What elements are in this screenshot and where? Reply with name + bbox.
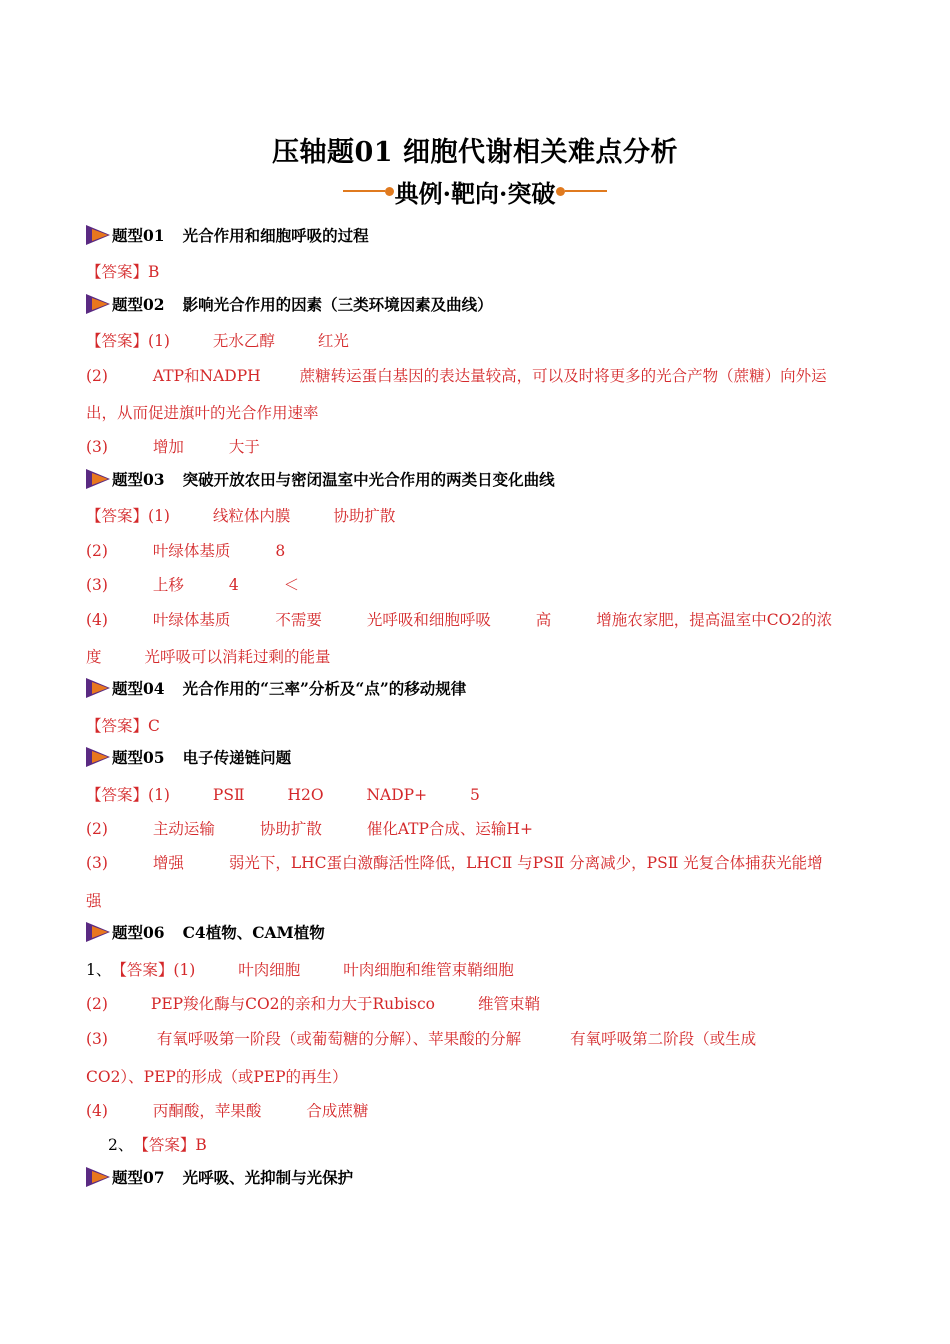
answer-label: 【答案】 <box>86 332 149 350</box>
answer-value: 协助扩散 <box>259 820 322 838</box>
item-number: (1) <box>148 507 170 525</box>
answer-value: 度 <box>86 648 102 666</box>
subtitle: 典例·靶向·突破 <box>394 178 556 208</box>
answer-value: 红光 <box>317 332 349 350</box>
answer-label: 【答案】 <box>133 1136 196 1154</box>
arrow-icon <box>86 747 110 767</box>
answer-value: 高 <box>535 611 552 629</box>
item-number: (2) <box>86 995 108 1013</box>
answer-value: 蔗糖转运蛋白基因的表达量较高，可以及时将更多的光合产物（蔗糖）向外运 <box>299 367 827 385</box>
section-label: 题型07 <box>112 1168 165 1187</box>
item-number: (4) <box>86 611 108 629</box>
answer-value: 不需要 <box>275 611 322 629</box>
section-title: 光合作用和细胞呼吸的过程 <box>182 226 369 245</box>
dot-icon <box>385 187 394 196</box>
answer-value: PSⅡ <box>212 786 245 804</box>
divider <box>565 190 607 192</box>
subtitle-row <box>0 176 950 206</box>
item-number: (3) <box>86 576 108 594</box>
section-heading <box>86 746 291 768</box>
answer-value: B <box>195 1136 207 1154</box>
arrow-icon <box>86 1167 110 1187</box>
answer-value: 增加 <box>152 438 184 456</box>
answer-value: H2O <box>287 786 324 804</box>
answer-line <box>86 330 349 352</box>
item-number: (1) <box>148 332 170 350</box>
answer-line <box>86 505 395 527</box>
answer-value: C <box>148 717 160 735</box>
answer-value: 大于 <box>228 438 260 456</box>
answer-value: 协助扩散 <box>333 507 396 525</box>
section-heading <box>86 293 493 315</box>
section-heading <box>86 224 369 246</box>
item-number: (1) <box>148 786 170 804</box>
answer-value: 5 <box>470 786 480 804</box>
answer-value: 叶肉细胞 <box>238 961 301 979</box>
answer-label: 【答案】 <box>86 717 149 735</box>
section-title: 电子传递链问题 <box>182 748 292 767</box>
answer-value: PEP羧化酶与CO2的亲和力大于Rubisco <box>150 995 436 1013</box>
item-number: (3) <box>86 438 108 456</box>
answer-line <box>86 959 514 981</box>
section-title: 影响光合作用的因素（三类环境因素及曲线） <box>182 295 493 314</box>
answer-line <box>86 540 285 562</box>
section-label: 题型02 <box>112 295 165 314</box>
item-number: 2、 <box>108 1136 134 1154</box>
answer-value: B <box>148 263 160 281</box>
answer-line <box>108 1134 207 1156</box>
section-title: 突破开放农田与密闭温室中光合作用的两类日变化曲线 <box>182 470 555 489</box>
answer-line: 出，从而促进旗叶的光合作用速率 <box>86 404 319 422</box>
answer-line <box>86 818 533 840</box>
answer-value: 上移 <box>152 576 184 594</box>
section-label: 题型06 <box>112 923 165 942</box>
dot-icon <box>556 187 565 196</box>
answer-value: 叶绿体基质 <box>152 542 231 560</box>
answer-value: 光呼吸可以消耗过剩的能量 <box>144 648 331 666</box>
section-heading <box>86 677 466 699</box>
item-number: (2) <box>86 820 108 838</box>
answer-line <box>86 574 299 596</box>
answer-line: 强 <box>86 892 102 910</box>
arrow-icon <box>86 469 110 489</box>
answer-line <box>86 1100 368 1122</box>
answer-value: 4 <box>228 576 239 594</box>
answer-value: 合成蔗糖 <box>306 1102 369 1120</box>
answer-value: 维管束鞘 <box>477 995 540 1013</box>
answer-value: 有氧呼吸第二阶段（或生成 <box>570 1030 757 1048</box>
answer-label: 【答案】 <box>86 263 149 281</box>
page-title: 压轴题01 细胞代谢相关难点分析 <box>272 137 678 168</box>
answer-label: 【答案】 <box>86 507 149 525</box>
answer-value: 丙酮酸，苹果酸 <box>152 1102 262 1120</box>
answer-line <box>86 365 827 387</box>
item-number: (3) <box>86 854 108 872</box>
answer-line <box>86 715 160 737</box>
answer-line <box>86 261 159 283</box>
answer-value: 无水乙醇 <box>212 332 275 350</box>
answer-value: 有氧呼吸第一阶段（或葡萄糖的分解）、苹果酸的分解 <box>156 1030 522 1048</box>
answer-line <box>86 609 832 631</box>
answer-line <box>86 993 540 1015</box>
section-label: 题型01 <box>112 226 165 245</box>
item-number: (2) <box>86 542 108 560</box>
item-number: (4) <box>86 1102 108 1120</box>
answer-line: CO2）、PEP的形成（或PEP的再生） <box>86 1068 348 1086</box>
item-number: 1、 <box>86 961 112 979</box>
item-number: (3) <box>86 1030 108 1048</box>
answer-label: 【答案】 <box>111 961 174 979</box>
answer-value: 弱光下，LHC蛋白激酶活性降低，LHCⅡ 与PSⅡ 分离减少，PSⅡ 光复合体捕获光能增 <box>228 854 823 872</box>
item-number: (2) <box>86 367 108 385</box>
answer-value: NADP+ <box>366 786 428 804</box>
section-title: 光呼吸、光抑制与光保护 <box>182 1168 354 1187</box>
arrow-icon <box>86 922 110 942</box>
divider <box>343 190 385 192</box>
answer-value: 叶肉细胞和维管束鞘细胞 <box>343 961 514 979</box>
arrow-icon <box>86 225 110 245</box>
answer-value: 8 <box>275 542 286 560</box>
section-label: 题型05 <box>112 748 165 767</box>
section-heading <box>86 1166 353 1188</box>
answer-line <box>86 646 330 668</box>
answer-value: ATP和NADPH <box>152 367 261 385</box>
answer-label: 【答案】 <box>86 786 149 804</box>
answer-line <box>86 436 260 458</box>
answer-value: 主动运输 <box>152 820 215 838</box>
answer-value: ＜ <box>283 576 300 594</box>
answer-line <box>86 1028 756 1050</box>
answer-value: 线粒体内膜 <box>212 507 291 525</box>
section-title: 光合作用的“三率”分析及“点”的移动规律 <box>182 679 467 698</box>
answer-line <box>86 852 823 874</box>
arrow-icon <box>86 678 110 698</box>
answer-value: 叶绿体基质 <box>152 611 231 629</box>
section-label: 题型04 <box>112 679 165 698</box>
answer-value: 光呼吸和细胞呼吸 <box>366 611 491 629</box>
answer-value: 增施农家肥，提高温室中CO2的浓 <box>596 611 833 629</box>
answer-line <box>86 784 480 806</box>
arrow-icon <box>86 294 110 314</box>
item-number: (1) <box>173 961 196 979</box>
answer-value: 增强 <box>152 854 184 872</box>
answer-value: 催化ATP合成、运输H+ <box>366 820 533 838</box>
section-title: C4植物、CAM植物 <box>182 923 325 942</box>
section-label: 题型03 <box>112 470 165 489</box>
section-heading <box>86 468 555 490</box>
section-heading <box>86 921 325 943</box>
